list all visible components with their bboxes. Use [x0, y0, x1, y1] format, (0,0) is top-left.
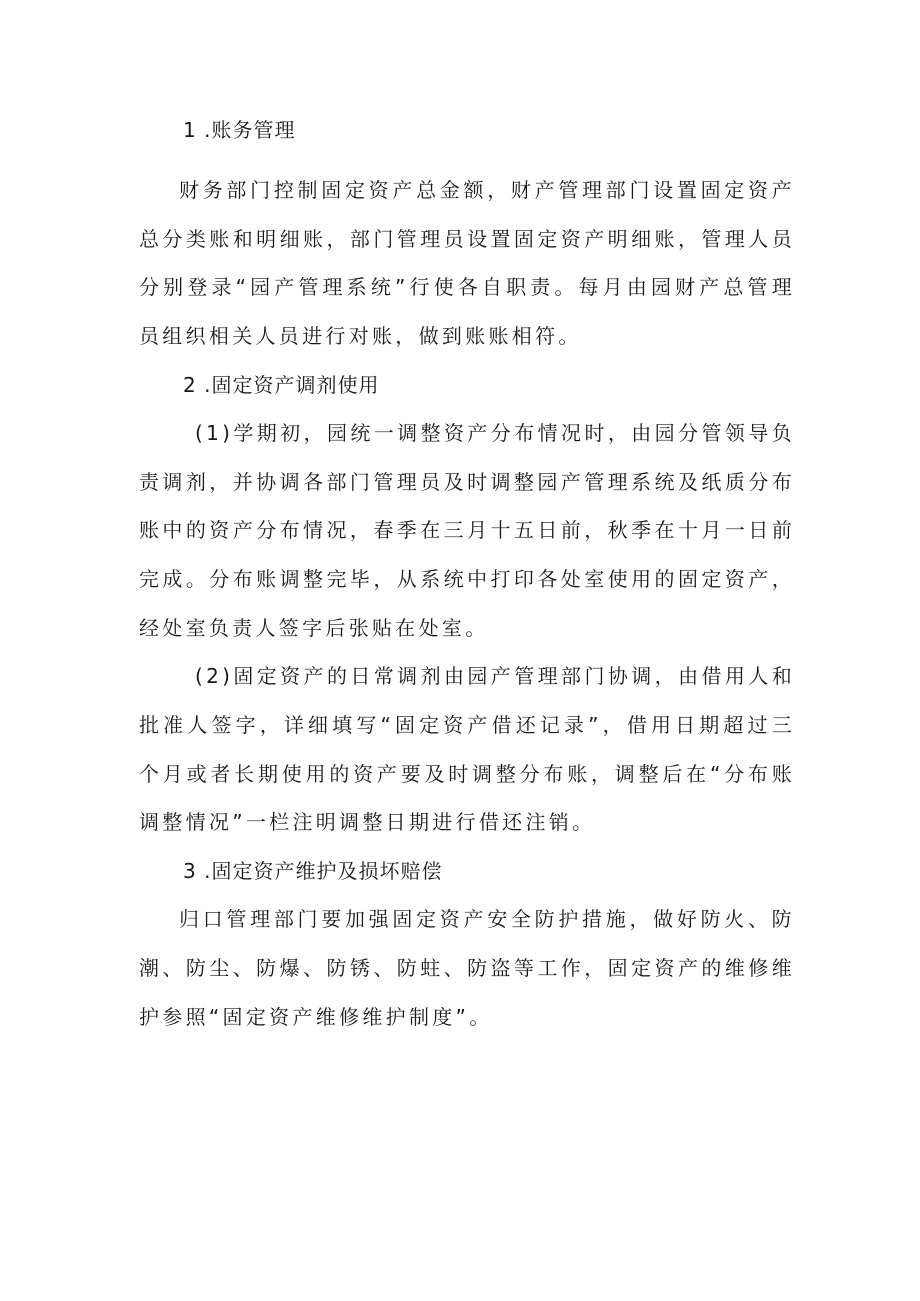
section-heading-accounting: 1 .账务管理 — [183, 118, 296, 142]
section-heading-allocation: 2 .固定资产调剂使用 — [183, 372, 380, 397]
paragraph-accounting: 财务部门控制固定资产总金额，财产管理部门设置固定资产总分类账和明细账，部门管理员设置固定资产明细账，管理人员分别登录“园产管理系统”行使各自职责。每月由园财产总管理员组织相关人员进行对账，做到账账相符。 — [139, 178, 795, 349]
section-heading-maintenance: 3 .固定资产维护及损坏赔偿 — [183, 859, 443, 884]
paragraph-allocation-1: (1)学期初，园统一调整资产分布情况时，由园分管领导负责调剂，并协调各部门管理员及时调整园产管理系统及纸质分布账中的资产分布情况，春季在三月十五日前，秋季在十月一日前完成。分布账调整完毕，从系统中打印各处室使用的固定资产，经处室负责人签字后张贴在处室。 — [139, 420, 795, 640]
document-body — [139, 106, 795, 1041]
paragraph-allocation-2: (2)固定资产的日常调剂由园产管理部门协调，由借用人和批准人签字，详细填写“固定资产借还记录”，借用日期超过三个月或者长期使用的资产要及时调整分布账，调整后在“分布账调整情况”一栏注明调整日期进行借还注销。 — [139, 664, 795, 835]
paragraph-maintenance: 归口管理部门要加强固定资产安全防护措施，做好防火、防潮、防尘、防爆、防锈、防蛀、防盗等工作，固定资产的维修维护参照“固定资产维修维护制度”。 — [139, 907, 795, 1029]
